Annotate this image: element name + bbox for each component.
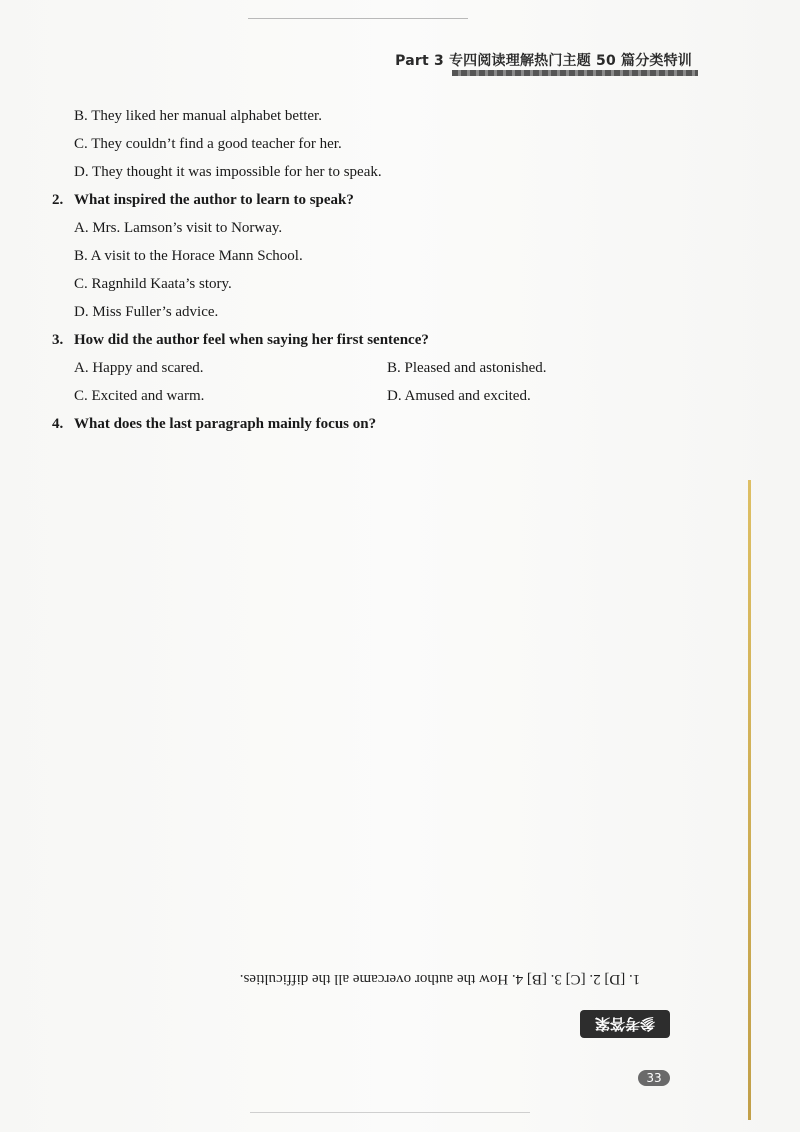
answer-key-text: 1. [D] 2. [C] 3. [B] 4. How the author overcame all the difficulties. [239, 971, 641, 987]
option-2d: D. Miss Fuller’s advice. [74, 304, 219, 320]
question-3-text: How did the author feel when saying her first sentence? [74, 332, 429, 348]
bottom-rule [250, 1112, 530, 1113]
option-2a: A. Mrs. Lamson’s visit to Norway. [74, 220, 283, 236]
top-rule [248, 18, 468, 19]
option-1d: D. They thought it was impossible for her to speak. [74, 164, 382, 180]
option-3b: B. Pleased and astonished. [387, 360, 547, 376]
option-3c: C. Excited and warm. [74, 388, 205, 404]
answer-key-badge [580, 1010, 670, 1038]
question-4-text: What does the last paragraph mainly focus on? [74, 416, 377, 432]
question-4-number: 4. [52, 416, 64, 432]
question-4 [52, 410, 702, 438]
question-2-number: 2. [52, 192, 64, 208]
question-4-stem [52, 410, 702, 438]
question-1-options-continued [52, 102, 702, 186]
question-3-options-row-2 [52, 382, 702, 410]
option-1b: B. They liked her manual alphabet better. [74, 108, 322, 124]
page-edge-stripe [748, 480, 751, 1120]
option-2b: B. A visit to the Horace Mann School. [74, 248, 303, 264]
option-1c: C. They couldn’t find a good teacher for her. [74, 136, 342, 152]
page-number: 33 [638, 1070, 670, 1086]
question-3-stem [52, 326, 702, 354]
question-2 [52, 186, 702, 326]
question-3-options-row-1 [52, 354, 702, 382]
question-3 [52, 326, 702, 410]
question-2-text: What inspired the author to learn to speak? [74, 192, 354, 208]
header-decorative-bar [452, 70, 698, 76]
question-3-number: 3. [52, 332, 64, 348]
question-2-stem [52, 186, 702, 214]
option-3a: A. Happy and scared. [74, 360, 204, 376]
answer-key-badge-label: 参考答案 [595, 1015, 656, 1033]
questions-section [52, 102, 702, 438]
page-header-title: Part 3 专四阅读理解热门主题 50 篇分类特训 [395, 53, 692, 69]
option-2c: C. Ragnhild Kaata’s story. [74, 276, 232, 292]
option-3d: D. Amused and excited. [387, 388, 531, 404]
